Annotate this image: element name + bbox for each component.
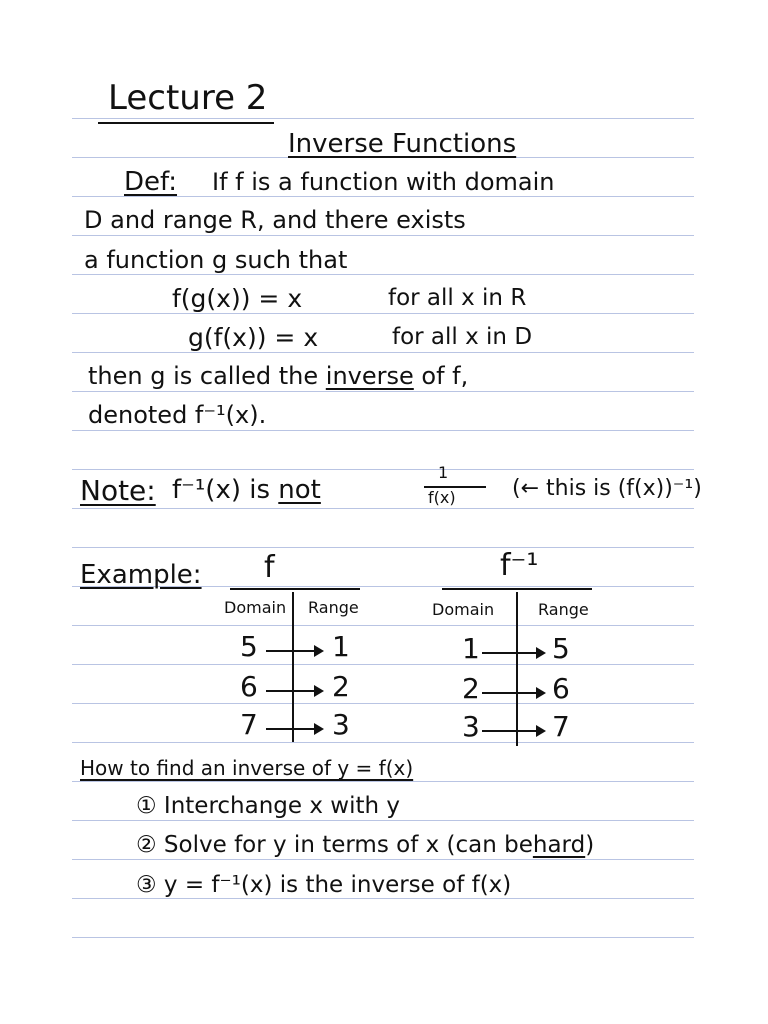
rule-line: [72, 469, 694, 470]
rule-line: [72, 781, 694, 782]
finv-range-value: 5: [552, 632, 570, 665]
f-table-header-line: [230, 588, 360, 590]
finv-range-header: Range: [538, 600, 589, 619]
example-label: Example:: [80, 560, 202, 590]
mapping-arrow: [266, 690, 322, 692]
f-range-value: 2: [332, 670, 350, 703]
definition-line-1: If f is a function with domain: [212, 168, 555, 196]
rule-line: [72, 352, 694, 353]
rule-line: [72, 391, 694, 392]
rule-line: [72, 118, 694, 119]
mapping-arrow: [266, 728, 322, 730]
rule-line: [72, 859, 694, 860]
note-label: Note:: [80, 474, 156, 507]
inverse-term: inverse: [325, 362, 414, 390]
equation-2: g(f(x)) = x: [188, 323, 319, 352]
equation-2-condition: for all x in D: [392, 324, 533, 350]
equation-1: f(g(x)) = x: [172, 284, 303, 313]
howto-step-2: [136, 832, 594, 858]
f-domain-header: Domain: [224, 598, 287, 617]
def-line4-post: of f,: [421, 362, 469, 390]
f-domain-value: 7: [240, 708, 258, 741]
rule-line: [72, 664, 694, 665]
def-label: Def:: [124, 167, 178, 197]
note-text-pre: f⁻¹(x) is: [172, 475, 271, 505]
definition-line-4: [88, 362, 468, 390]
definition-line-5: denoted f⁻¹(x).: [88, 401, 267, 429]
note-text: [172, 475, 321, 505]
f-domain-value: 5: [240, 630, 258, 663]
finv-table-title: f⁻¹: [500, 548, 539, 583]
rule-line: [72, 898, 694, 899]
mapping-arrow: [482, 692, 544, 694]
section-subtitle: Inverse Functions: [288, 129, 517, 159]
f-range-value: 3: [332, 708, 350, 741]
rule-line: [72, 430, 694, 431]
definition-line-3: a function g such that: [84, 246, 348, 274]
howto-step-1: ① Interchange x with y: [136, 793, 401, 819]
page-title: Lecture 2: [108, 78, 268, 118]
mapping-arrow: [266, 650, 322, 652]
step2-pre: ② Solve for y in terms of x (can be: [136, 832, 533, 858]
rule-line: [72, 742, 694, 743]
rule-line: [72, 625, 694, 626]
mapping-arrow: [482, 730, 544, 732]
finv-domain-header: Domain: [432, 600, 495, 619]
finv-range-value: 6: [552, 672, 570, 705]
finv-table-divider: [516, 592, 518, 746]
rule-line: [72, 547, 694, 548]
fraction-numerator: 1: [438, 463, 449, 482]
finv-domain-value: 2: [462, 672, 480, 705]
rule-line: [72, 235, 694, 236]
fraction-denominator: f(x): [428, 488, 456, 507]
title-underline: [98, 122, 274, 124]
finv-range-value: 7: [552, 710, 570, 743]
equation-1-condition: for all x in R: [388, 285, 527, 311]
rule-line: [72, 820, 694, 821]
rule-line: [72, 313, 694, 314]
rule-line: [72, 703, 694, 704]
definition-line-2: D and range R, and there exists: [84, 206, 466, 234]
not-term: not: [278, 475, 321, 505]
f-range-value: 1: [332, 630, 350, 663]
rule-line: [72, 937, 694, 938]
mapping-arrow: [482, 652, 544, 654]
definition-label: [124, 167, 177, 197]
rule-line: [72, 274, 694, 275]
hard-term: hard: [532, 832, 586, 858]
f-table-title: f: [264, 550, 275, 585]
note-block: [80, 474, 156, 507]
f-table-divider: [292, 592, 294, 742]
rule-line: [72, 508, 694, 509]
finv-domain-value: 3: [462, 710, 480, 743]
finv-domain-value: 1: [462, 632, 480, 665]
step2-post: ): [585, 832, 595, 858]
def-line4-pre: then g is called the: [88, 362, 319, 390]
note-aside: (← this is (f(x))⁻¹): [512, 476, 702, 501]
f-range-header: Range: [308, 598, 359, 617]
howto-step-3: ③ y = f⁻¹(x) is the inverse of f(x): [136, 872, 512, 898]
finv-table-header-line: [442, 588, 592, 590]
f-domain-value: 6: [240, 670, 258, 703]
howto-heading: How to find an inverse of y = f(x): [80, 756, 414, 780]
